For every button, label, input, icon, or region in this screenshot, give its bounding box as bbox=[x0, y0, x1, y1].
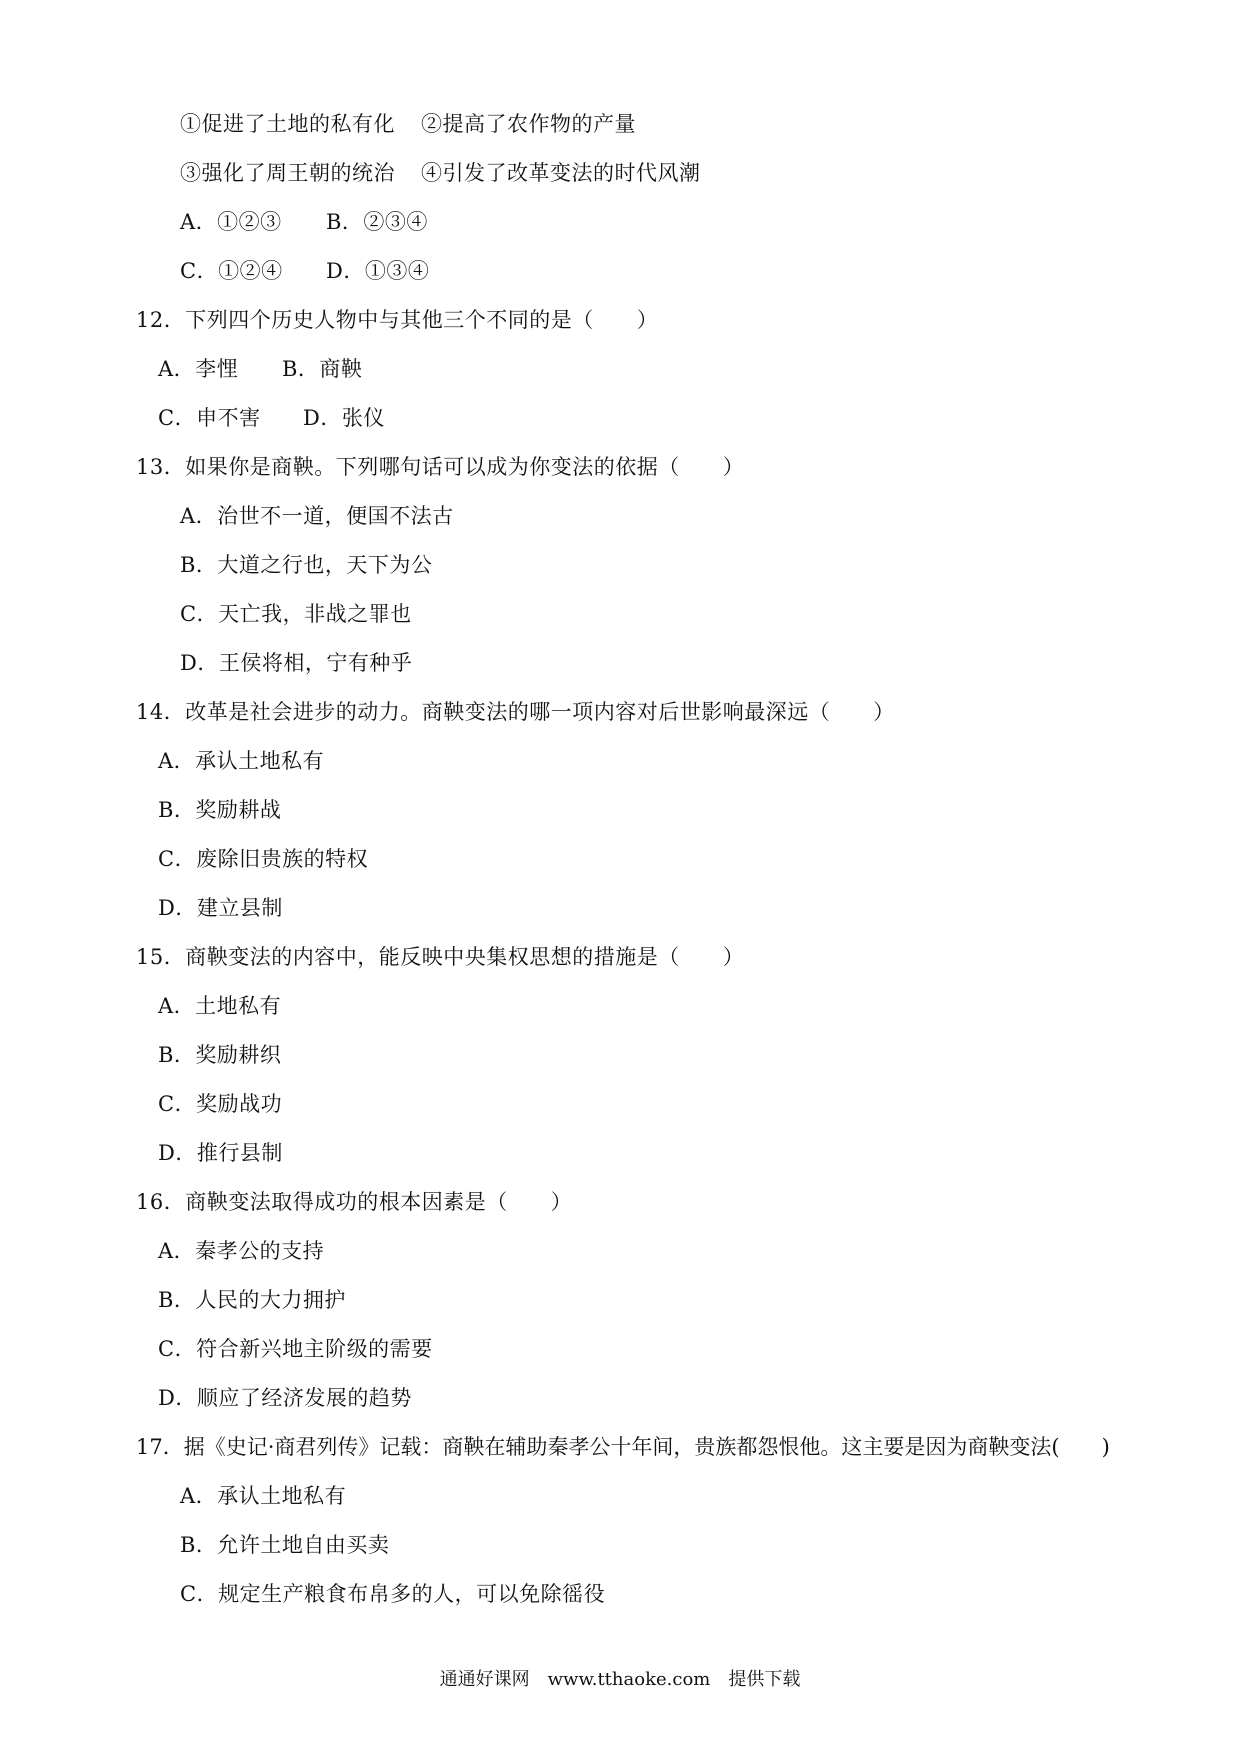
q12-question: 12．下列四个历史人物中与其他三个不同的是（ ） bbox=[136, 308, 659, 332]
q15-answer-b: B．奖励耕织 bbox=[158, 1043, 282, 1067]
q16-answer-a: A．秦孝公的支持 bbox=[158, 1239, 325, 1263]
q13-answer-a: A．治世不一道，便国不法古 bbox=[180, 504, 454, 528]
q14-answer-d: D．建立县制 bbox=[158, 896, 283, 920]
q14-answer-c: C．废除旧贵族的特权 bbox=[158, 847, 369, 871]
q15-answer-d: D．推行县制 bbox=[158, 1141, 283, 1165]
q12-answer-a: A．李悝 bbox=[158, 357, 239, 381]
q14-answer-a: A．承认土地私有 bbox=[158, 749, 325, 773]
q11-answer-d: D．①③④ bbox=[326, 259, 430, 283]
q11-answer-c: C．①②④ bbox=[180, 259, 283, 283]
q13-answer-c: C．天亡我，非战之罪也 bbox=[180, 602, 412, 626]
q17-question: 17．据《史记·商君列传》记载：商鞅在辅助秦孝公十年间，贵族都怨恨他。这主要是因为商鞅变法( ) bbox=[136, 1435, 1110, 1459]
q11-option-1: ①促进了土地的私有化 bbox=[180, 112, 395, 136]
q16-answer-b: B．人民的大力拥护 bbox=[158, 1288, 346, 1312]
q15-question: 15．商鞅变法的内容中，能反映中央集权思想的措施是（ ） bbox=[136, 945, 745, 969]
q14-question: 14．改革是社会进步的动力。商鞅变法的哪一项内容对后世影响最深远（ ） bbox=[136, 700, 895, 724]
q11-option-4: ④引发了改革变法的时代风潮 bbox=[421, 161, 701, 185]
q11-option-2: ②提高了农作物的产量 bbox=[421, 112, 636, 136]
q15-answer-c: C．奖励战功 bbox=[158, 1092, 283, 1116]
q16-answer-d: D．顺应了经济发展的趋势 bbox=[158, 1386, 412, 1410]
q12-answer-c: C．申不害 bbox=[158, 406, 261, 430]
q11-answer-a: A．①②③ bbox=[180, 210, 282, 234]
q16-question: 16．商鞅变法取得成功的根本因素是（ ） bbox=[136, 1190, 573, 1214]
q13-question: 13．如果你是商鞅。下列哪句话可以成为你变法的依据（ ） bbox=[136, 455, 745, 479]
q17-answer-c: C．规定生产粮食布帛多的人，可以免除徭役 bbox=[180, 1582, 606, 1606]
q13-answer-b: B．大道之行也，天下为公 bbox=[180, 553, 433, 577]
q16-answer-c: C．符合新兴地主阶级的需要 bbox=[158, 1337, 433, 1361]
q12-answer-b: B．商鞅 bbox=[282, 357, 363, 381]
q17-answer-a: A．承认土地私有 bbox=[180, 1484, 347, 1508]
q12-answer-d: D．张仪 bbox=[303, 406, 385, 430]
q15-answer-a: A．土地私有 bbox=[158, 994, 282, 1018]
page-footer: 通通好课网 www.tthaoke.com 提供下载 bbox=[439, 1669, 801, 1690]
q11-answer-b: B．②③④ bbox=[326, 210, 428, 234]
q13-answer-d: D．王侯将相，宁有种乎 bbox=[180, 651, 413, 675]
q14-answer-b: B．奖励耕战 bbox=[158, 798, 282, 822]
q11-option-3: ③强化了周王朝的统治 bbox=[180, 161, 395, 185]
q17-answer-b: B．允许土地自由买卖 bbox=[180, 1533, 390, 1557]
